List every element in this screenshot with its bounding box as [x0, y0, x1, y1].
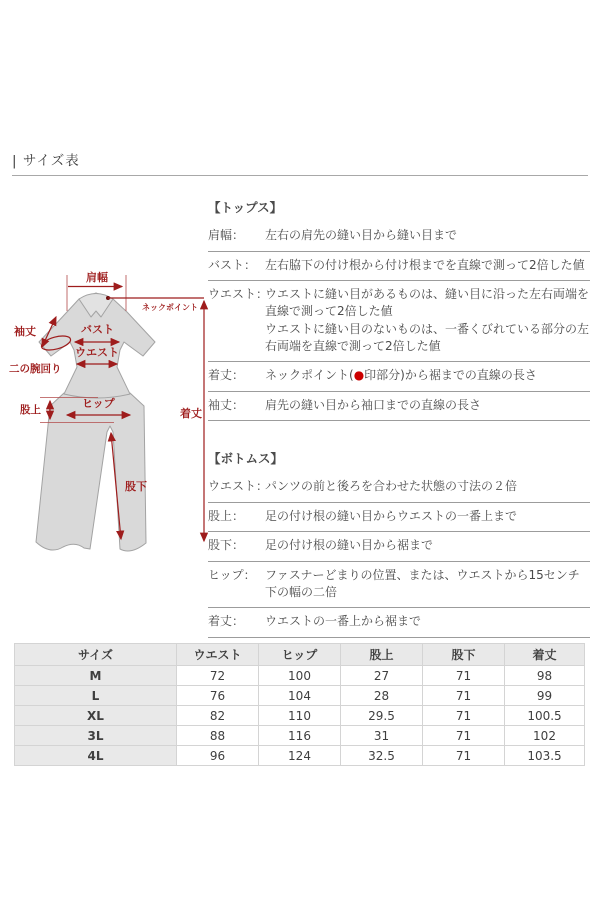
- size-cell: M: [15, 666, 177, 686]
- def-row-tops-sleeve: [208, 392, 590, 421]
- def-desc-part2: 印部分)から裾までの直線の長さ: [364, 368, 537, 383]
- bottoms-section-title: 【ボトムス】: [208, 451, 284, 467]
- shoulder-width-label: 肩幅: [86, 271, 108, 284]
- sleeve-length-label: 袖丈: [14, 325, 36, 338]
- value-cell: 72: [177, 666, 259, 686]
- col-header-waist: ウエスト: [177, 644, 259, 666]
- inseam-label: 股下: [125, 480, 147, 493]
- def-label: 袖丈：: [208, 397, 245, 412]
- def-row-tops-length: [208, 362, 590, 391]
- table-row: [15, 746, 585, 766]
- def-label: ウエスト：: [208, 286, 269, 301]
- value-cell: 99: [505, 686, 585, 706]
- def-label: 股下：: [208, 538, 245, 553]
- def-label: ヒップ：: [208, 567, 256, 582]
- rise-label: 股上: [20, 404, 41, 416]
- def-desc: 足の付け根の縫い目から裾まで: [265, 538, 434, 553]
- value-cell: 27: [341, 666, 423, 686]
- value-cell: 104: [259, 686, 341, 706]
- def-row-tops-bust: [208, 252, 590, 281]
- tops-section-title: 【トップス】: [208, 200, 283, 215]
- def-row-bottoms-hip: [208, 562, 590, 609]
- def-desc: [265, 367, 590, 384]
- value-cell: 100.5: [505, 706, 585, 726]
- measurement-definitions: [208, 199, 590, 638]
- size-cell: XL: [15, 706, 177, 726]
- def-desc: 足の付け根の縫い目からウエストの一番上まで: [265, 508, 518, 523]
- waist-label: ウエスト: [75, 346, 119, 359]
- def-desc-line2: ウエストに縫い目のないものは、一番くびれている部分の左右両端を直線で測って2倍した値: [265, 321, 590, 354]
- def-desc-line1: ウエストに縫い目があるものは、縫い目に沿った左右両端を直線で測って2倍した値: [265, 286, 590, 319]
- neck-point-dot-glyph: ●: [353, 368, 365, 383]
- value-cell: 96: [177, 746, 259, 766]
- value-cell: 71: [423, 746, 505, 766]
- def-label: ウエスト：: [208, 479, 269, 494]
- value-cell: 110: [259, 706, 341, 726]
- size-table: [14, 643, 585, 766]
- def-label: 着丈：: [208, 614, 245, 629]
- value-cell: 82: [177, 706, 259, 726]
- value-cell: 32.5: [341, 746, 423, 766]
- def-desc: [265, 286, 590, 356]
- size-cell: L: [15, 686, 177, 706]
- table-row: [15, 726, 585, 746]
- table-row: [15, 686, 585, 706]
- def-desc: 肩先の縫い目から袖口までの直線の長さ: [265, 397, 482, 412]
- def-row-tops-shoulder: [208, 222, 590, 251]
- col-header-hip: ヒップ: [259, 644, 341, 666]
- value-cell: 71: [423, 666, 505, 686]
- def-desc-part1: ネックポイント(: [265, 368, 354, 383]
- def-desc: ウエストの一番上から裾まで: [265, 614, 422, 629]
- bust-label: バスト: [81, 323, 114, 336]
- table-row: [15, 706, 585, 726]
- def-label: 肩幅：: [208, 228, 245, 243]
- def-row-bottoms-length: [208, 608, 590, 637]
- col-header-rise: 股上: [341, 644, 423, 666]
- value-cell: 116: [259, 726, 341, 746]
- hip-label: ヒップ: [82, 397, 115, 410]
- value-cell: 28: [341, 686, 423, 706]
- value-cell: 29.5: [341, 706, 423, 726]
- pants-outline: [36, 393, 146, 551]
- value-cell: 124: [259, 746, 341, 766]
- measurement-diagram: [0, 255, 215, 575]
- def-row-bottoms-inseam: [208, 532, 590, 561]
- def-desc: ファスナーどまりの位置、または、ウエストから15センチ下の幅の二倍: [265, 567, 580, 599]
- value-cell: 102: [505, 726, 585, 746]
- def-desc: 左右脇下の付け根から付け根までを直線で測って2倍した値: [265, 257, 585, 272]
- upper-arm-label: 二の腕回り: [9, 363, 62, 375]
- value-cell: 88: [177, 726, 259, 746]
- size-cell: 3L: [15, 726, 177, 746]
- def-label: 着丈：: [208, 368, 245, 383]
- def-row-bottoms-rise: [208, 503, 590, 532]
- def-label: バスト：: [208, 257, 257, 272]
- value-cell: 71: [423, 706, 505, 726]
- neck-point-label: ネックポイント: [142, 303, 198, 312]
- size-table-header-row: [15, 644, 585, 666]
- body-length-label: 着丈: [180, 407, 202, 420]
- def-row-tops-waist: [208, 281, 590, 363]
- size-cell: 4L: [15, 746, 177, 766]
- value-cell: 98: [505, 666, 585, 686]
- def-desc: 左右の肩先の縫い目から縫い目まで: [265, 228, 458, 243]
- value-cell: 76: [177, 686, 259, 706]
- col-header-inseam: 股下: [423, 644, 505, 666]
- page-title: | サイズ表: [12, 153, 80, 169]
- def-row-bottoms-waist: [208, 473, 590, 502]
- table-row: [15, 666, 585, 686]
- value-cell: 71: [423, 686, 505, 706]
- value-cell: 103.5: [505, 746, 585, 766]
- def-label: 股上：: [208, 508, 245, 523]
- value-cell: 100: [259, 666, 341, 686]
- def-desc: パンツの前と後ろを合わせた状態の寸法の２倍: [265, 479, 518, 494]
- value-cell: 31: [341, 726, 423, 746]
- title-divider: [12, 175, 588, 176]
- col-header-size: サイズ: [15, 644, 177, 666]
- value-cell: 71: [423, 726, 505, 746]
- col-header-length: 着丈: [505, 644, 585, 666]
